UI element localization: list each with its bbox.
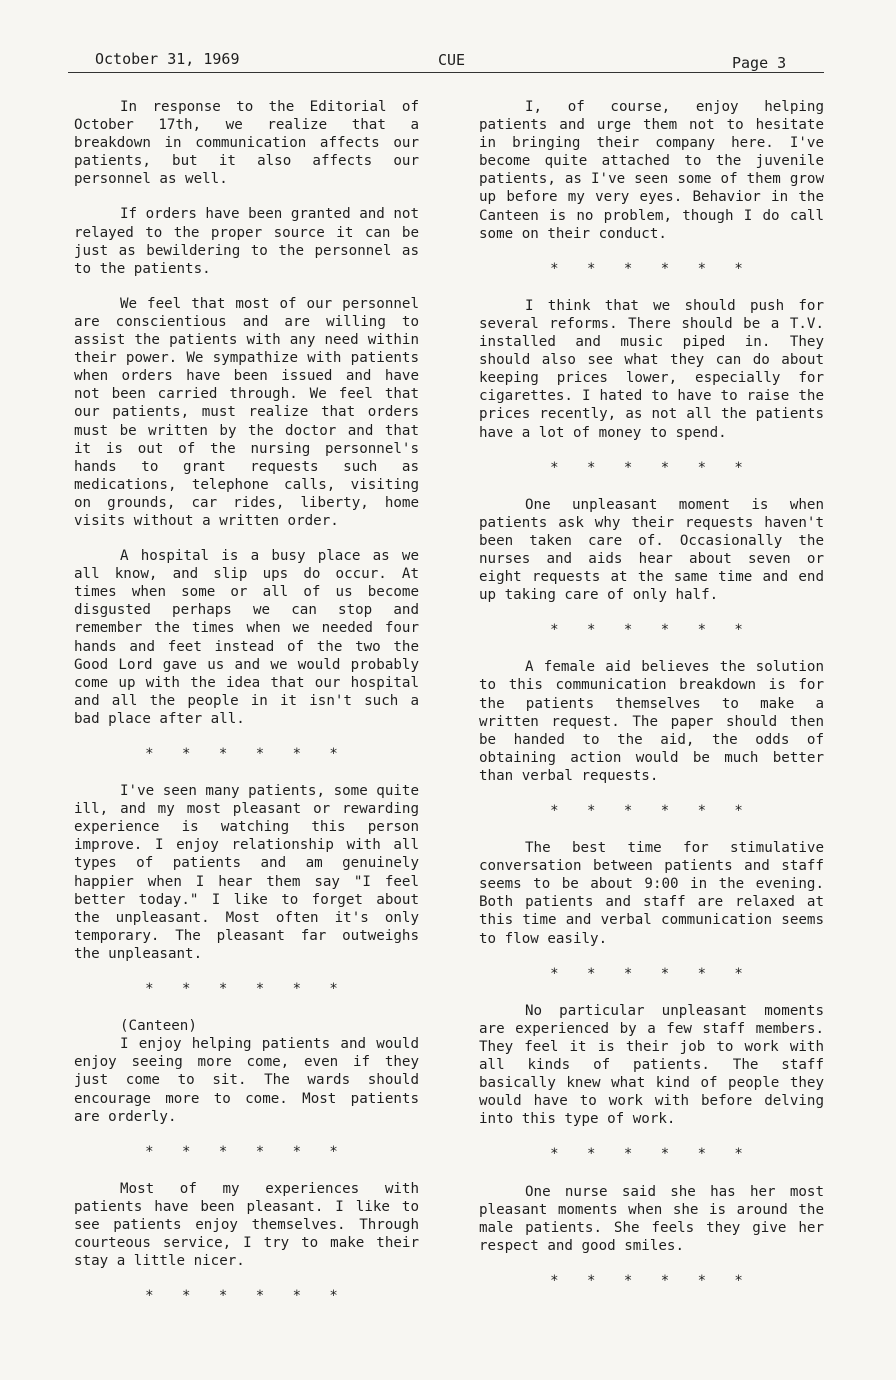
article-paragraph: No particular unpleasant moments are experienced by a few staff members. They feel it is their job to work with all kinds of patients. The staff basically knew what kind of people they would have to work with before delving into this type of work. xyxy=(479,1002,824,1128)
right-column xyxy=(479,98,824,1309)
section-separator: * * * * * * xyxy=(145,981,348,998)
article-paragraph: If orders have been granted and not relayed to the proper source it can be just as bewildering to the personnel as to the patients. xyxy=(74,206,419,277)
article-paragraph: The best time for stimulative conversation between patients and staff seems to be about 9:00 in the evening. Both patients and staff are relaxed at this time and verbal communication seems to flow easily. xyxy=(479,840,824,947)
article-paragraph: We feel that most of our personnel are conscientious and are willing to assist the patients with any need within their power. We sympathize with patients when orders have been issued and have not been carried through. We feel that our patients, must realize that orders must be written by the doctor and that it is out of the nursing personnel's hands to grant requests such as medications, telephone calls, visiting on grounds, car rides, liberty, home visits without a written order. xyxy=(74,295,419,529)
section-separator: * * * * * * xyxy=(550,1146,753,1163)
section-separator: * * * * * * xyxy=(550,260,753,277)
newsletter-title: CUE xyxy=(438,51,466,69)
page-header xyxy=(68,48,824,73)
article-paragraph: A female aid believes the solution to this communication breakdown is for the patients themselves to make a written request. The paper should then be handed to the aid, the odds of obtaining action would be much better than verbal requests. xyxy=(479,659,824,784)
page-number: Page 3 xyxy=(732,54,787,72)
article-paragraph: One nurse said she has her most pleasant moments when she is around the male patients. She feels they give her respect and good smiles. xyxy=(479,1183,824,1254)
issue-date: October 31, 1969 xyxy=(95,50,240,68)
section-separator: * * * * * * xyxy=(550,965,753,982)
section-separator: * * * * * * xyxy=(145,1143,348,1160)
article-paragraph: A hospital is a busy place as we all know, and slip ups do occur. At times when some or all of us become disgusted perhaps we can stop and remember the times when we needed four hands and feet instead of the two the Good Lord gave us and we would probably come up with the idea that our hospital and all the people in it isn't such a bad place after all. xyxy=(74,548,419,727)
section-separator: * * * * * * xyxy=(550,1272,753,1289)
article-paragraph: One unpleasant moment is when patients ask why their requests haven't been taken care of. Occasionally the nurses and aids hear about seven or eight requests at the same time and end up taking care of only half. xyxy=(479,496,824,604)
section-separator: * * * * * * xyxy=(550,459,753,476)
left-column xyxy=(74,98,419,1324)
article-paragraph: I enjoy helping patients and would enjoy seeing more come, even if they just come to sit. The wards should encourage more to come. Most patients are orderly. xyxy=(74,1036,419,1125)
article-paragraph: In response to the Editorial of October 17th, we realize that a breakdown in communication affects our patients, but it also affects our personnel as well. xyxy=(74,99,419,188)
article-paragraph: I think that we should push for several reforms. There should be a T.V. installed and music piped in. They should also see what they can do about keeping prices lower, especially for cigarettes. I hated to have to raise the prices recently, as not all the patients have a lot of money to spend. xyxy=(479,297,824,441)
section-separator: * * * * * * xyxy=(550,622,753,639)
article-paragraph: I've seen many patients, some quite ill, and my most pleasant or rewarding experience is watching this person improve. I enjoy relationship with all types of patients and am genuinely happier when I hear them say "I feel better today." I like to forget about the unpleasant. Most often it's only temporary. The pleasant far outweighs the unpleasant. xyxy=(74,783,419,962)
article-paragraph: I, of course, enjoy helping patients and urge them not to hesitate in bringing their company here. I've become quite attached to the juvenile patients, as I've seen some of them grow up before my very eyes. Behavior in the Canteen is no problem, though I do call some on their conduct. xyxy=(479,99,824,242)
section-separator: * * * * * * xyxy=(145,1288,348,1305)
section-subheading: (Canteen) xyxy=(120,1018,197,1035)
section-separator: * * * * * * xyxy=(550,803,753,819)
section-separator: * * * * * * xyxy=(145,746,348,762)
article-paragraph: Most of my experiences with patients have been pleasant. I like to see patients enjoy themselves. Through courteous service, I try to make their stay a little nicer. xyxy=(74,1180,419,1270)
